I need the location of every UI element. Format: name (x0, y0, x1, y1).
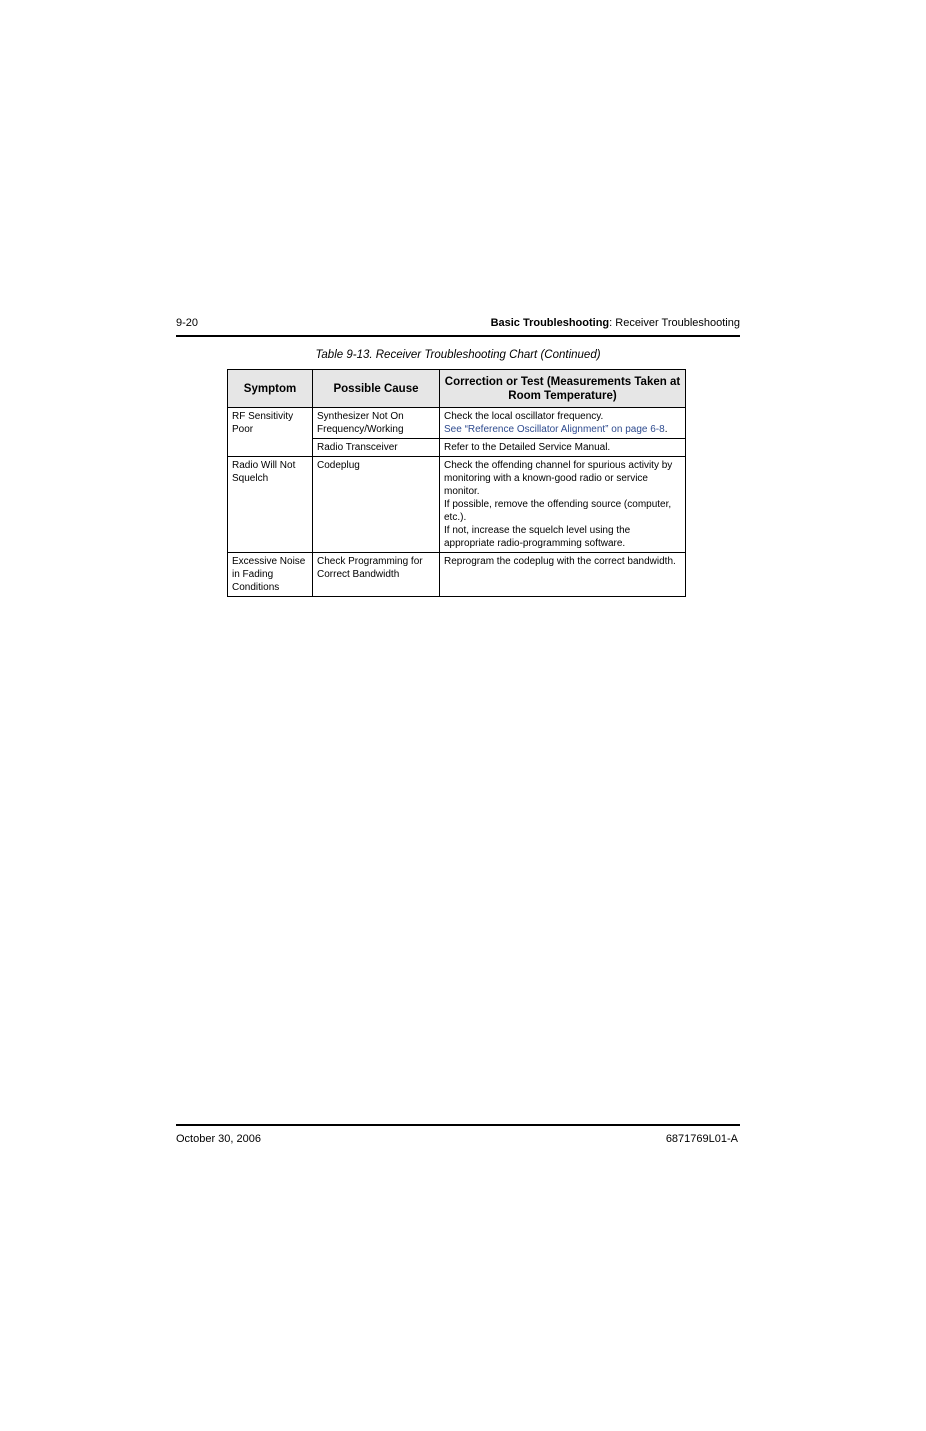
correction-cell: Reprogram the codeplug with the correct bandwidth. (440, 553, 686, 597)
cause-cell: Radio Transceiver (313, 439, 440, 457)
section-title-bold: Basic Troubleshooting (490, 317, 610, 329)
symptom-cell: Radio Will Not Squelch (228, 457, 313, 553)
correction-line: If not, increase the squelch level using the appropriate radio-programming software. (444, 525, 631, 549)
table-caption: Table 9-13. Receiver Troubleshooting Chart (Continued) (315, 349, 601, 361)
correction-line: If possible, remove the offending source (computer, etc.). (444, 499, 672, 523)
table-row (228, 408, 686, 439)
correction-cell (440, 408, 686, 439)
footer-doc-number: 6871769L01-A (665, 1133, 738, 1145)
troubleshooting-table (227, 369, 686, 597)
symptom-cell: RF Sensitivity Poor (228, 408, 313, 457)
table-row (228, 553, 686, 597)
table-row (228, 457, 686, 553)
header-rule (176, 335, 740, 337)
section-title (491, 317, 740, 329)
correction-text: Check the local oscillator frequency. (444, 411, 604, 422)
header-possible-cause: Possible Cause (313, 370, 440, 408)
correction-line: Check the offending channel for spurious activity by monitoring with a known-good radio or service monitor. (444, 460, 673, 497)
cause-cell: Codeplug (313, 457, 440, 553)
page-header (176, 317, 740, 331)
header-symptom: Symptom (228, 370, 313, 408)
section-title-rest: : Receiver Troubleshooting (609, 317, 740, 329)
correction-cell (440, 457, 686, 553)
link-period: . (664, 424, 668, 435)
page-footer (176, 1133, 740, 1147)
cause-cell: Synthesizer Not On Frequency/Working (313, 408, 440, 439)
reference-oscillator-link[interactable]: See “Reference Oscillator Alignment” on page 6-8 (444, 424, 665, 435)
header-correction: Correction or Test (Measurements Taken at Room Temperature) (440, 370, 686, 408)
footer-date: October 30, 2006 (176, 1133, 262, 1145)
symptom-cell: Excessive Noise in Fading Conditions (228, 553, 313, 597)
page-number: 9-20 (176, 317, 199, 329)
footer-rule (176, 1124, 740, 1126)
correction-cell: Refer to the Detailed Service Manual. (440, 439, 686, 457)
cause-cell: Check Programming for Correct Bandwidth (313, 553, 440, 597)
table-header-row (228, 370, 686, 408)
